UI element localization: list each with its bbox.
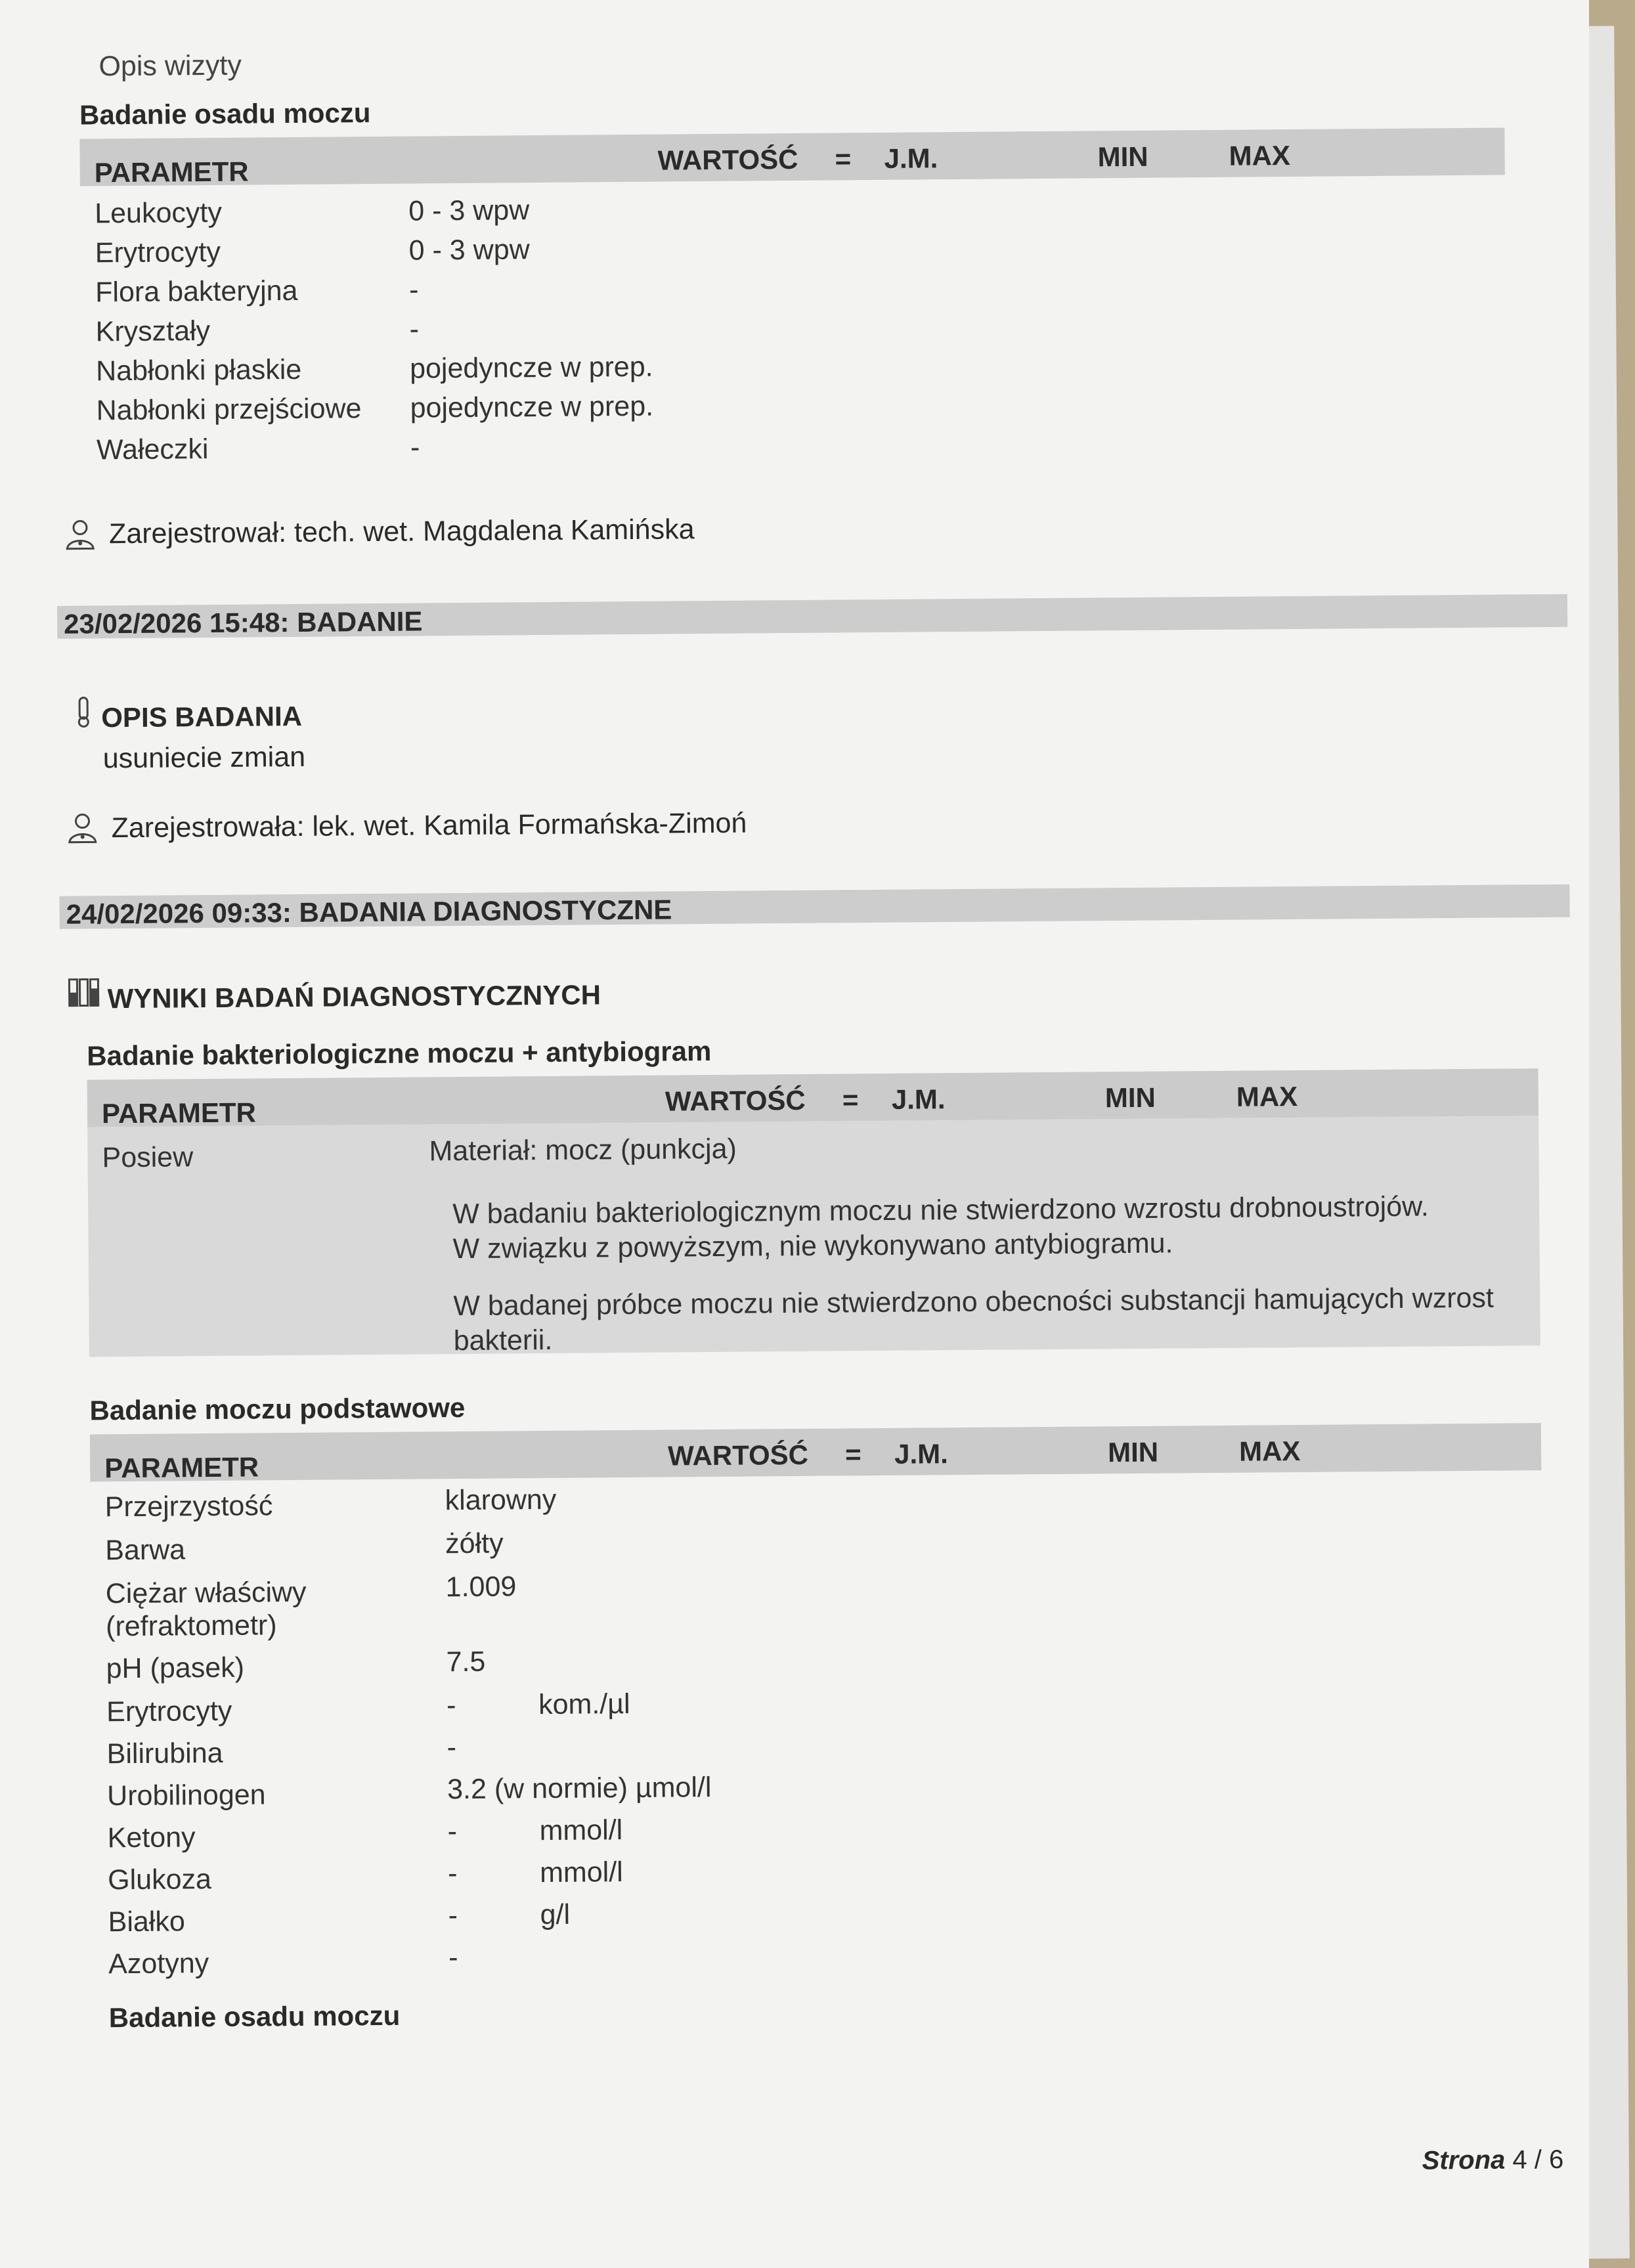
table-row-label: Flora bakteryjna — [95, 274, 298, 309]
result-line: W badaniu bakteriologicznym moczu nie stwierdzono wzrostu drobnoustrojów. — [452, 1190, 1429, 1231]
col-wartosc: WARTOŚĆ — [665, 1084, 806, 1117]
col-parametr: PARAMETR — [104, 1451, 259, 1484]
table-row-value: - — [448, 1942, 458, 1974]
page-number: 4 — [1512, 2145, 1527, 2175]
table-row-value: - — [447, 1858, 458, 1890]
table-row-label: Bilirubina — [106, 1737, 223, 1770]
entry-title: 24/02/2026 09:33: BADANIA DIAGNOSTYCZNE — [66, 894, 672, 930]
thermometer-icon — [74, 695, 93, 728]
table-row-label: Erytrocyty — [95, 236, 221, 269]
table-row-value: - — [447, 1816, 458, 1848]
sediment-bottom-title: Badanie osadu moczu — [108, 1999, 401, 2034]
table-row-value: - — [448, 1900, 458, 1932]
result-line: W związku z powyższym, nie wykonywano antybiogramu. — [452, 1227, 1173, 1265]
table-row-label: Ciężar właściwy — [105, 1576, 307, 1610]
table-row-label: Erytrocyty — [106, 1695, 232, 1728]
table-row-value: pojedyncze w prep. — [410, 390, 654, 424]
posiew-label: Posiew — [102, 1141, 194, 1174]
registered-by: Zarejestrował: tech. wet. Magdalena Kamińska — [108, 513, 695, 550]
col-max: MAX — [1236, 1081, 1298, 1112]
table-row-label: Wałeczki — [96, 433, 209, 466]
table-row-label: Nabłonki przejściowe — [96, 393, 362, 427]
visit-description-label: Opis wizyty — [98, 49, 242, 83]
col-jm: J.M. — [894, 1438, 948, 1470]
table-row-unit: mmol/l — [539, 1814, 623, 1847]
table-row-label: Azotyny — [108, 1948, 209, 1980]
col-min: MIN — [1107, 1436, 1159, 1468]
registered-by: Zarejestrowała: lek. wet. Kamila Formańska-Zimoń — [111, 807, 747, 844]
table-row-label: Nabłonki płaskie — [95, 353, 302, 387]
table-row-label: Ketony — [107, 1821, 196, 1854]
entry-header — [57, 594, 1567, 639]
table-row-value: klarowny — [445, 1483, 557, 1517]
user-icon — [63, 517, 97, 551]
table-row-value: żółty — [445, 1527, 504, 1560]
col-jm: J.M. — [884, 142, 938, 174]
col-wartosc: WARTOŚĆ — [657, 143, 798, 176]
table-row-value: - — [409, 313, 420, 345]
diagnostic-results-title: WYNIKI BADAŃ DIAGNOSTYCZNYCH — [107, 979, 601, 1014]
table-row-label: Przejrzystość — [104, 1490, 273, 1523]
col-parametr: PARAMETR — [101, 1097, 257, 1129]
table-row-label: Urobilinogen — [106, 1779, 266, 1812]
table-row-value: - — [408, 274, 419, 306]
table-row-label: Leukocyty — [95, 196, 223, 230]
table-row-label: Białko — [108, 1906, 185, 1938]
table-row-value: 0 - 3 wpw — [408, 234, 530, 267]
description-text: usuniecie zmian — [102, 741, 306, 775]
basic-table-header — [90, 1423, 1541, 1484]
table-row-value: pojedyncze w prep. — [409, 351, 653, 385]
table-row-label: Glukoza — [107, 1864, 212, 1896]
user-icon — [65, 810, 99, 844]
table-row-label-sub: (refraktometr) — [105, 1609, 277, 1643]
table-row-value: 1.009 — [445, 1571, 517, 1603]
basic-urine-title: Badanie moczu podstawowe — [89, 1391, 466, 1426]
table-row-value: - — [446, 1690, 456, 1722]
document-content — [39, 14, 1567, 2246]
table-row-value: 0 - 3 wpw — [408, 194, 530, 227]
page-total: 6 — [1548, 2145, 1564, 2175]
col-eq: = — [842, 1084, 859, 1116]
test-tubes-icon — [66, 976, 100, 1009]
table-row-value: 7.5 — [446, 1646, 486, 1678]
table-row-value: - — [447, 1732, 457, 1764]
entry-title: 23/02/2026 15:48: BADANIE — [63, 605, 423, 640]
table-row-label: Kryształy — [95, 315, 211, 348]
col-jm: J.M. — [891, 1083, 946, 1115]
col-eq: = — [835, 143, 852, 175]
col-max: MAX — [1229, 140, 1291, 171]
table-row-value: - — [410, 431, 420, 464]
entry-header — [59, 884, 1569, 929]
result-line: W badanej próbce moczu nie stwierdzono obecności substancji hamujących wzrost — [453, 1282, 1494, 1322]
col-eq: = — [844, 1439, 861, 1470]
table-row-unit: kom./µl — [538, 1688, 630, 1721]
table-row-label: Barwa — [105, 1534, 186, 1567]
col-max: MAX — [1238, 1435, 1301, 1467]
table-row-value: 3.2 (w normie) µmol/l — [447, 1772, 712, 1806]
page-footer — [1422, 2145, 1563, 2176]
table-row-label: pH (pasek) — [106, 1651, 245, 1685]
col-min: MIN — [1097, 141, 1148, 173]
result-line: bakterii. — [453, 1324, 553, 1357]
table-row-unit: g/l — [540, 1898, 571, 1931]
col-min: MIN — [1104, 1081, 1156, 1114]
sediment-table-header — [79, 127, 1504, 186]
material-text: Materiał: mocz (punkcja) — [429, 1133, 737, 1167]
page-label: Strona — [1422, 2145, 1506, 2175]
description-section-title: OPIS BADANIA — [101, 700, 303, 733]
sediment-title: Badanie osadu moczu — [79, 97, 371, 131]
page-separator: / — [1534, 2145, 1542, 2175]
col-parametr: PARAMETR — [94, 156, 249, 188]
table-row-unit: mmol/l — [539, 1856, 623, 1889]
col-wartosc: WARTOŚĆ — [667, 1439, 809, 1472]
bacterio-title: Badanie bakteriologiczne moczu + antybiogram — [87, 1036, 712, 1072]
